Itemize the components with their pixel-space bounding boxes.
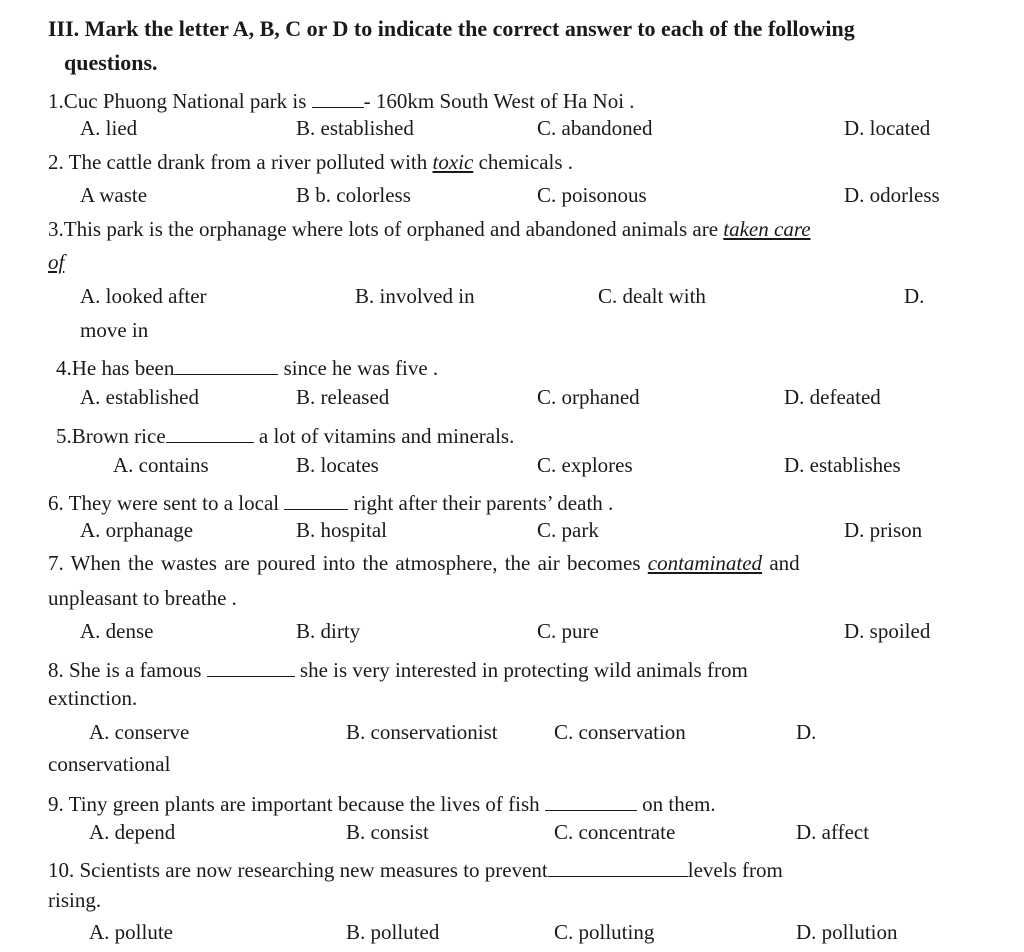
question-10: 10. Scientists are now researching new measures to prevent levels from — [48, 855, 783, 881]
answer-blank — [207, 655, 295, 677]
section-heading-cont: questions. — [64, 50, 158, 75]
underlined-word: contaminated — [647, 551, 763, 575]
option-d: D. odorless — [844, 183, 940, 207]
question-4: 4.He has been since he was five . — [56, 353, 438, 379]
underlined-word: toxic — [432, 150, 474, 174]
question-8: 8. She is a famous she is very interested in protecting wild animals from — [48, 655, 748, 681]
option-d: D. spoiled — [844, 619, 931, 643]
question-3: 3.This park is the orphanage where lots of orphaned and abandoned animals are taken care — [48, 217, 811, 241]
option-d-text: move in — [80, 318, 149, 342]
option-a: A. conserve — [89, 720, 190, 744]
option-a: A. orphanage — [80, 518, 194, 542]
option-d: D. located — [844, 116, 931, 140]
option-d: D. affect — [796, 820, 870, 844]
option-c: C. polluting — [554, 920, 655, 944]
option-c: C. pure — [537, 619, 599, 643]
option-b: B. involved in — [355, 284, 475, 308]
option-b: B. consist — [346, 820, 429, 844]
underlined-phrase: taken care — [723, 217, 811, 241]
option-d: D. — [904, 284, 925, 308]
option-c: C. park — [537, 518, 599, 542]
option-a: A. looked after — [80, 284, 207, 308]
answer-blank — [312, 86, 364, 108]
option-c: C. concentrate — [554, 820, 676, 844]
answer-blank — [548, 855, 688, 877]
question-1: 1.Cuc Phuong National park is - 160km South West of Ha Noi . — [48, 86, 635, 112]
option-b: B. dirty — [296, 619, 361, 643]
option-a: A. lied — [80, 116, 138, 140]
option-b: B. hospital — [296, 518, 388, 542]
answer-blank — [545, 789, 637, 811]
question-8-cont: extinction. — [48, 686, 138, 710]
option-a: A. contains — [113, 453, 209, 477]
question-3-cont — [48, 252, 64, 273]
option-c: C. poisonous — [537, 183, 647, 207]
option-d: D. pollution — [796, 920, 898, 944]
question-6: 6. They were sent to a local right after their parents’ death . — [48, 488, 613, 514]
section-heading: III. Mark the letter A, B, C or D to indicate the correct answer to each of the following — [48, 16, 855, 41]
option-c: C. abandoned — [537, 116, 653, 140]
option-b: B. released — [296, 385, 390, 409]
question-10-cont: rising. — [48, 888, 102, 912]
question-7-cont: unpleasant to breathe . — [48, 586, 237, 610]
option-a: A. established — [80, 385, 199, 409]
question-5: 5.Brown rice a lot of vitamins and minerals. — [56, 421, 514, 447]
option-c: C. conservation — [554, 720, 686, 744]
option-c: C. orphaned — [537, 385, 640, 409]
option-b: B. established — [296, 116, 414, 140]
option-a: A. pollute — [89, 920, 173, 944]
option-a: A. dense — [80, 619, 154, 643]
option-d: D. establishes — [784, 453, 901, 477]
option-c: C. dealt with — [598, 284, 706, 308]
option-b: B. conservationist — [346, 720, 498, 744]
option-a: A. depend — [89, 820, 176, 844]
option-a: A waste — [80, 183, 148, 207]
option-b: B b. colorless — [296, 183, 411, 207]
underlined-phrase-cont: of — [48, 250, 65, 274]
question-7: 7. When the wastes are poured into the atmosphere, the air becomes contaminated and — [48, 551, 800, 575]
option-d: D. — [796, 720, 817, 744]
option-c: C. explores — [537, 453, 633, 477]
answer-blank — [284, 488, 348, 510]
option-d-text: conservational — [48, 752, 171, 776]
option-b: B. locates — [296, 453, 379, 477]
option-d: D. defeated — [784, 385, 881, 409]
option-d: D. prison — [844, 518, 923, 542]
option-b: B. polluted — [346, 920, 440, 944]
answer-blank — [174, 353, 278, 375]
answer-blank — [166, 421, 254, 443]
question-9: 9. Tiny green plants are important because the lives of fish on them. — [48, 789, 716, 815]
question-2: 2. The cattle drank from a river polluted with toxic chemicals . — [48, 150, 574, 174]
